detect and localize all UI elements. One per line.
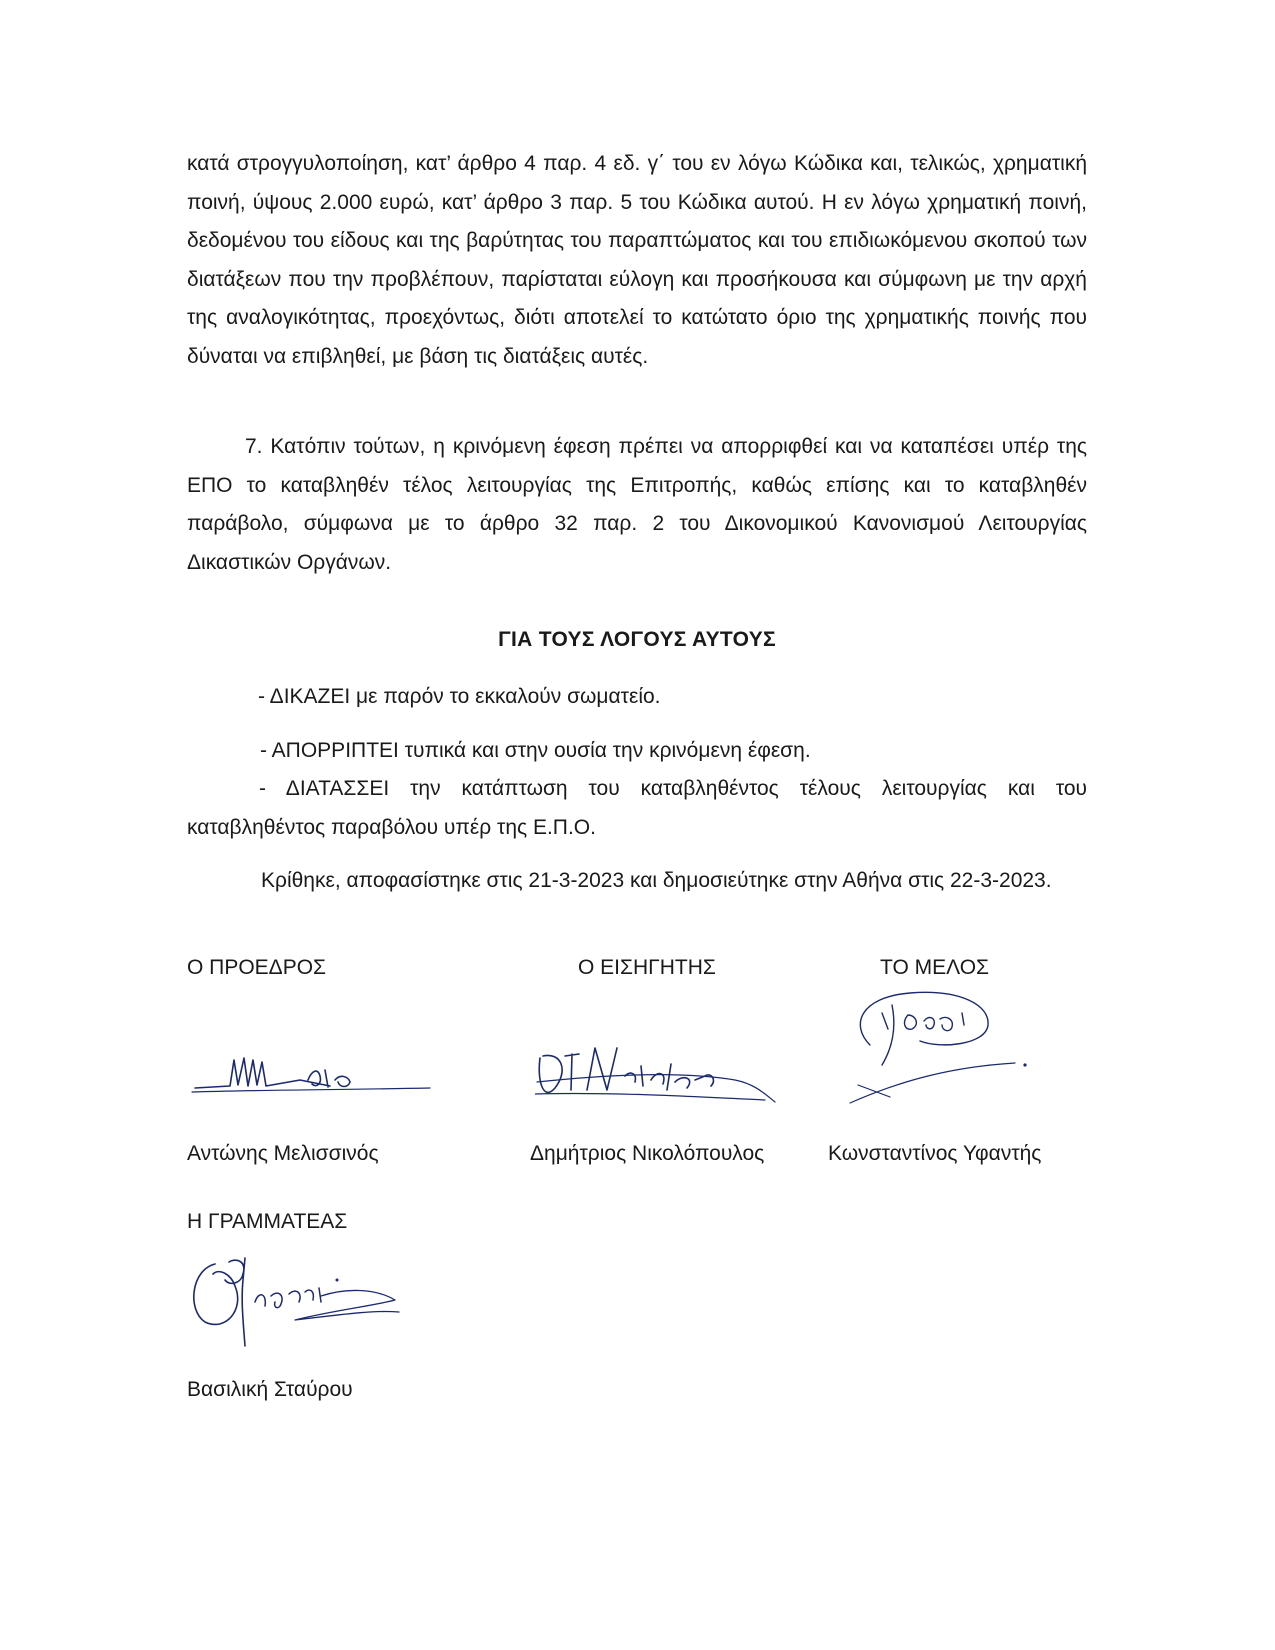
paragraph-7: 7. Κατόπιν τούτων, η κρινόμενη έφεση πρέπει να απορριφθεί και να καταπέσει υπέρ της ΕΠΟ το καταβληθέν τέλος λειτουργίας της Επιτροπής, καθώς επίσης και το καταβληθέν παράβολο, σύμφωνα με το άρθρο 32 παρ. 2 του Δικονομικού Κανονισμού Λειτουργίας Δικαστικών Οργάνων. — [187, 435, 1087, 574]
rapporteur-name: Δημήτριος Νικολόπουλος — [530, 1142, 765, 1165]
member-role: ΤΟ ΜΕΛΟΣ — [880, 956, 990, 979]
secretary-role: Η ΓΡΑΜΜΑΤΕΑΣ — [187, 1210, 348, 1233]
secretary-signature — [185, 1250, 415, 1350]
secretary-name: Βασιλική Σταύρου — [187, 1378, 353, 1401]
member-signature — [840, 985, 1040, 1105]
ruling-item-2: - ΑΠΟΡΡΙΠΤΕΙ τυπικά και στην ουσία την κρινόμενη έφεση. — [260, 739, 811, 762]
president-name: Αντώνης Μελισσινός — [187, 1142, 379, 1165]
paragraph-continuation: κατά στρογγυλοποίηση, κατ’ άρθρο 4 παρ. 4 εδ. γ΄ του εν λόγω Κώδικα και, τελικώς, χρηματική ποινή, ύψους 2.000 ευρώ, κατ’ άρθρο 3 παρ. 5 του Κώδικα αυτού. Η εν λόγω χρηματική ποινή, δεδομένου του είδους και της βαρύτητας του παραπτώματος και του επιδιωκόμενου σκοπού των διατάξεων που την προβλέπουν, παρίσταται εύλογη και προσήκουσα και σύμφωνη με την αρχή της αναλογικότητας, προεχόντως, διότι αποτελεί το κατώτατο όριο της χρηματικής ποινής που δύναται να επιβληθεί, με βάση τις διατάξεις αυτές. — [187, 152, 1087, 368]
ruling-heading: ΓΙΑ ΤΟΥΣ ΛΟΓΟΥΣ ΑΥΤΟΥΣ — [498, 628, 776, 651]
member-name: Κωνσταντίνος Υφαντής — [828, 1142, 1042, 1165]
ruling-item-3: - ΔΙΑΤΑΣΣΕΙ την κατάπτωση του καταβληθέντος τέλους λειτουργίας και του καταβληθέντος παραβόλου υπέρ της Ε.Π.Ο. — [187, 777, 1087, 839]
ruling-item-1: - ΔΙΚΑΖΕΙ με παρόν το εκκαλούν σωματείο. — [258, 685, 661, 708]
decision-date-statement: Κρίθηκε, αποφασίστηκε στις 21-3-2023 και δημοσιεύτηκε στην Αθήνα στις 22-3-2023. — [261, 869, 1052, 892]
rapporteur-signature — [535, 1040, 785, 1120]
president-role: Ο ΠΡΟΕΔΡΟΣ — [187, 956, 327, 979]
rapporteur-role: Ο ΕΙΣΗΓΗΤΗΣ — [578, 956, 716, 979]
president-signature — [190, 1030, 440, 1120]
